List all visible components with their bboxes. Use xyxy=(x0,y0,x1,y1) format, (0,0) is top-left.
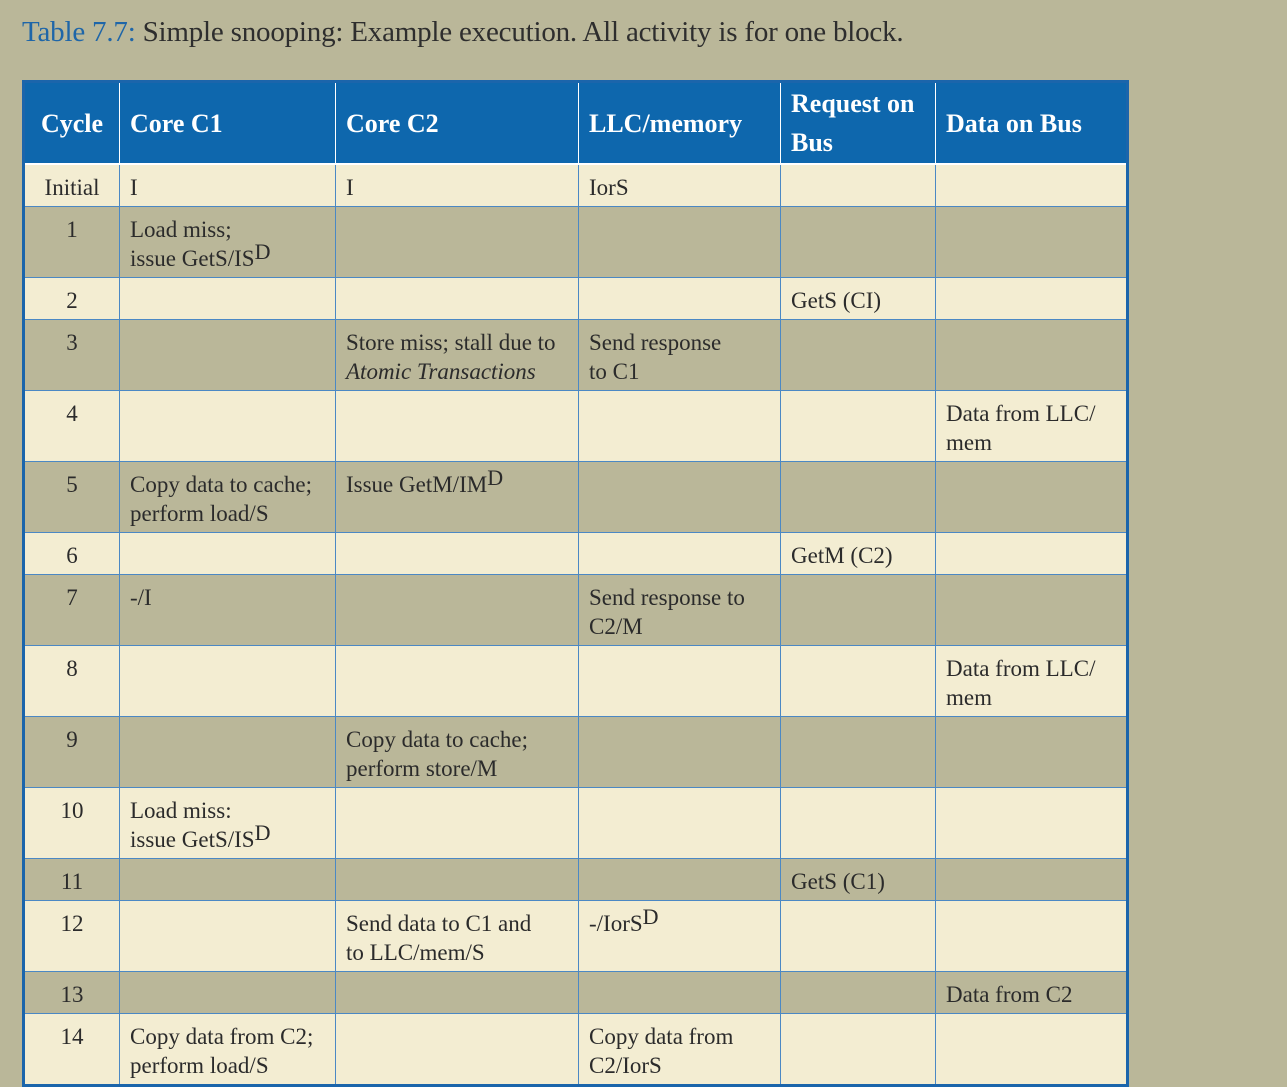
request-on-bus-cell xyxy=(781,646,936,717)
core-c2-cell xyxy=(336,320,579,391)
core-c2-cell xyxy=(336,646,579,717)
table-row xyxy=(24,788,1128,859)
core-c1-cell xyxy=(120,1014,336,1086)
cycle-cell: 5 xyxy=(24,462,120,533)
table-caption xyxy=(22,16,903,49)
cell-line: perform load/S xyxy=(130,1053,269,1078)
llc-memory-cell xyxy=(579,859,781,901)
cycle-cell: 10 xyxy=(24,788,120,859)
data-on-bus-cell xyxy=(936,1014,1128,1086)
request-on-bus-cell xyxy=(781,575,936,646)
table-row xyxy=(24,164,1128,207)
execution-table xyxy=(22,80,1129,1087)
cell-text: -/IorS xyxy=(589,911,643,936)
core-c1-cell xyxy=(120,207,336,278)
cell-line: Data from LLC/ xyxy=(946,401,1096,426)
core-c1-cell xyxy=(120,972,336,1014)
cycle-cell: 4 xyxy=(24,391,120,462)
llc-memory-cell xyxy=(579,320,781,391)
cell-line: Copy data from xyxy=(589,1024,734,1049)
core-c1-cell xyxy=(120,646,336,717)
cell-line: mem xyxy=(946,685,992,710)
core-c1-cell xyxy=(120,717,336,788)
cycle-cell: 7 xyxy=(24,575,120,646)
core-c1-cell xyxy=(120,278,336,320)
cell-line: perform store/M xyxy=(346,756,498,781)
cell-line: to LLC/mem/S xyxy=(346,940,485,965)
llc-memory-cell xyxy=(579,278,781,320)
core-c1-cell xyxy=(120,901,336,972)
cell-text: Issue GetM/IM xyxy=(346,472,488,497)
cell-line: C2/M xyxy=(589,614,643,639)
request-on-bus-cell xyxy=(781,391,936,462)
cycle-cell: 13 xyxy=(24,972,120,1014)
data-on-bus-cell xyxy=(936,278,1128,320)
cell-line: Copy data to cache; xyxy=(130,472,313,497)
cell-text: issue GetS/IS xyxy=(130,246,255,271)
table-caption-text: Simple snooping: Example execution. All activity is for one block. xyxy=(135,16,904,48)
core-c2-cell xyxy=(336,788,579,859)
llc-memory-cell xyxy=(579,575,781,646)
cell-line: Copy data from C2; xyxy=(130,1024,314,1049)
data-on-bus-cell xyxy=(936,320,1128,391)
cycle-cell: 1 xyxy=(24,207,120,278)
core-c2-cell: I xyxy=(336,164,579,207)
request-on-bus-cell xyxy=(781,788,936,859)
superscript: D xyxy=(254,820,271,845)
llc-memory-cell xyxy=(579,207,781,278)
table-row xyxy=(24,646,1128,717)
core-c1-cell xyxy=(120,533,336,575)
cell-line: C2/IorS xyxy=(589,1053,662,1078)
cell-line: Load miss; xyxy=(130,217,232,242)
cell-line: Atomic Transactions xyxy=(346,359,536,384)
data-on-bus-cell xyxy=(936,207,1128,278)
llc-memory-cell xyxy=(579,901,781,972)
core-c2-cell xyxy=(336,717,579,788)
cycle-cell: 11 xyxy=(24,859,120,901)
cell-line: Send data to C1 and xyxy=(346,911,532,936)
superscript: D xyxy=(254,239,271,264)
cell-line: Send response xyxy=(589,330,722,355)
cycle-cell: 2 xyxy=(24,278,120,320)
data-on-bus-cell xyxy=(936,788,1128,859)
cell-line: Store miss; stall due to xyxy=(346,330,556,355)
core-c1-cell xyxy=(120,320,336,391)
data-on-bus-cell xyxy=(936,164,1128,207)
llc-memory-cell xyxy=(579,391,781,462)
data-on-bus-cell xyxy=(936,646,1128,717)
core-c2-cell xyxy=(336,575,579,646)
llc-memory-cell xyxy=(579,788,781,859)
table-row xyxy=(24,207,1128,278)
cell-line: to C1 xyxy=(589,359,640,384)
llc-memory-cell xyxy=(579,646,781,717)
llc-memory-cell xyxy=(579,1014,781,1086)
core-c1-cell xyxy=(120,462,336,533)
cell-line: Data from LLC/ xyxy=(946,656,1096,681)
request-on-bus-cell xyxy=(781,972,936,1014)
core-c2-cell xyxy=(336,533,579,575)
data-on-bus-cell xyxy=(936,717,1128,788)
core-c1-cell xyxy=(120,788,336,859)
core-c1-cell xyxy=(120,859,336,901)
cycle-cell: 12 xyxy=(24,901,120,972)
data-on-bus-cell xyxy=(936,575,1128,646)
core-c2-cell xyxy=(336,972,579,1014)
table-row xyxy=(24,462,1128,533)
table-number: Table 7.7: xyxy=(22,16,136,48)
core-c2-cell xyxy=(336,1014,579,1086)
header-core-c2: Core C2 xyxy=(336,82,579,165)
core-c2-cell xyxy=(336,278,579,320)
data-on-bus-cell xyxy=(936,901,1128,972)
core-c1-cell: -/I xyxy=(120,575,336,646)
header-data-on-bus: Data on Bus xyxy=(936,82,1128,165)
cell-line: Copy data to cache; xyxy=(346,727,529,752)
table-row xyxy=(24,717,1128,788)
superscript: D xyxy=(642,904,659,929)
header-core-c1: Core C1 xyxy=(120,82,336,165)
llc-memory-cell xyxy=(579,462,781,533)
header-llc-memory: LLC/memory xyxy=(579,82,781,165)
data-on-bus-cell xyxy=(936,391,1128,462)
cell-text: issue GetS/IS xyxy=(130,827,255,852)
core-c2-cell xyxy=(336,391,579,462)
request-on-bus-cell: GetS (C1) xyxy=(781,859,936,901)
table-row xyxy=(24,575,1128,646)
cell-line xyxy=(130,820,325,854)
table-row xyxy=(24,972,1128,1014)
core-c1-cell: I xyxy=(120,164,336,207)
cell-line: mem xyxy=(946,430,992,455)
request-on-bus-cell xyxy=(781,320,936,391)
llc-memory-cell: IorS xyxy=(579,164,781,207)
request-on-bus-cell xyxy=(781,207,936,278)
table-row xyxy=(24,859,1128,901)
core-c2-cell xyxy=(336,901,579,972)
data-on-bus-cell xyxy=(936,859,1128,901)
header-request-on-bus: Request on Bus xyxy=(781,82,936,165)
table-row xyxy=(24,533,1128,575)
llc-memory-cell xyxy=(579,972,781,1014)
header-cycle: Cycle xyxy=(24,82,120,165)
data-on-bus-cell xyxy=(936,462,1128,533)
request-on-bus-cell xyxy=(781,901,936,972)
table-row xyxy=(24,901,1128,972)
data-on-bus-cell xyxy=(936,533,1128,575)
superscript: D xyxy=(487,465,504,490)
cell-line: perform load/S xyxy=(130,501,269,526)
core-c2-cell xyxy=(336,207,579,278)
request-on-bus-cell xyxy=(781,717,936,788)
request-on-bus-cell xyxy=(781,1014,936,1086)
cycle-cell: 8 xyxy=(24,646,120,717)
core-c2-cell xyxy=(336,859,579,901)
cell-line: Send response to xyxy=(589,585,745,610)
core-c1-cell xyxy=(120,391,336,462)
table-row xyxy=(24,391,1128,462)
request-on-bus-cell: GetS (CI) xyxy=(781,278,936,320)
table-row xyxy=(24,320,1128,391)
table-row xyxy=(24,1014,1128,1086)
cycle-cell: Initial xyxy=(24,164,120,207)
cycle-cell: 9 xyxy=(24,717,120,788)
request-on-bus-cell xyxy=(781,462,936,533)
cell-line xyxy=(130,239,325,273)
request-on-bus-cell xyxy=(781,164,936,207)
cycle-cell: 6 xyxy=(24,533,120,575)
data-on-bus-cell: Data from C2 xyxy=(936,972,1128,1014)
llc-memory-cell xyxy=(579,533,781,575)
cycle-cell: 14 xyxy=(24,1014,120,1086)
header-row xyxy=(24,82,1128,165)
table-row xyxy=(24,278,1128,320)
cycle-cell: 3 xyxy=(24,320,120,391)
core-c2-cell xyxy=(336,462,579,533)
request-on-bus-cell: GetM (C2) xyxy=(781,533,936,575)
cell-line: Load miss: xyxy=(130,798,232,823)
llc-memory-cell xyxy=(579,717,781,788)
